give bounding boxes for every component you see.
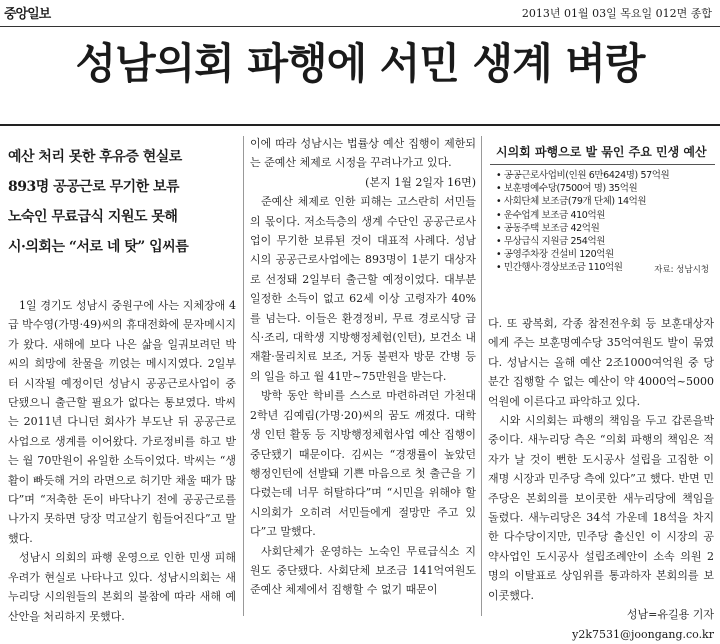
subhead: 893명 공공근로 무기한 보류	[8, 179, 180, 195]
infobox-source: 자료: 성남시청	[654, 264, 709, 275]
paragraph: 준예산 체제로 인한 피해는 고스란히 서민들의 몫이다. 저소득층의 생계 수단인 공공근로사업이 무기한 보류된 것이 대표적 사례다. 성남시의 공공근로사업에는 893명이 1분기 대상자로 선정돼 2일부터 출근할 예정이었다. 대부분 일정한 소득이 없고 62세 이상 고령자가 40%를 넘는다. 이들은 환경정비, 무료 경로식당 급식·조리, 대학생 지방행정체험(인턴), 보건소 내 재활·물리치료 보조, 거동 불편자 방문 간병 등의 일을 하고 월 41만~75만원을 받는다.	[250, 195, 476, 383]
infobox-item: • 보훈명예수당(7500여 명) 35억원	[496, 182, 715, 195]
newspaper-logo: 중앙일보	[4, 7, 51, 22]
paragraph: 1일 경기도 성남시 중원구에 사는 지체장애 4급 박수영(가명·49)씨의 휴대전화에 문자메시지가 왔다. 새해에 보다 나은 삶을 일궈보려던 박씨의 희망에 찬물을 끼얹는 메시지였다. 2일부터 시작될 예정이던 성남시 공공근로사업이 중단됐으니 출근할 필요가 없다는 통보였다. 박씨는 2011년 다니던 회사가 부도난 뒤 공공근로사업으로 생계를 이어왔다. 가로정비를 하고 받는 월 70만원이 유일한 소득이었다. 박씨는 “생활이 빠듯해 거의 라면으로 허기만 채울 때가 많다”며 “저축한 돈이 바닥나기 전에 공공근로를 나가지 못하면 당장 먹고살기 힘들어진다”고 말했다.	[8, 299, 236, 545]
masthead	[0, 0, 720, 26]
reference-note: (본지 1월 2일자 16면)	[365, 175, 476, 189]
paragraph: 사회단체가 운영하는 노숙인 무료급식소 지원도 중단됐다. 사회단체 보조금 141억여원도 준예산 체제에서 집행할 수 없기 때문이	[250, 544, 476, 597]
paragraph: 방학 동안 학비를 스스로 마련하려던 가천대 2학년 김예림(가명·20)씨의 꿈도 깨졌다. 대학생 인턴 활동 등 지방행정체험사업 예산 집행이 중단됐기 때문이다. 김씨는 “경쟁률이 높았던 행정인턴에 선발돼 기쁜 마음으로 첫 출근을 기다렸는데 너무 허탈하다”며 “시민을 위해야 할 시의회가 오히려 서민들에게 절망만 주고 있다”고 말했다.	[250, 389, 476, 539]
subhead: 예산 처리 못한 후유증 현실로	[8, 149, 182, 165]
infobox-item: • 사회단체 보조금(79개 단체) 14억원	[496, 195, 715, 208]
column-divider	[243, 136, 244, 616]
infobox-item: • 공영주차장 건설비 120억원	[496, 248, 715, 261]
paragraph: 성남시 의회의 파행 운영으로 인한 민생 피해 우려가 현실로 나타나고 있다. 성남시의회는 새누리당 시의원들의 본회의 불참에 따라 새해 예산안을 처리하지 못했다.	[8, 551, 236, 623]
byline: 성남=유길용 기자 y2k7531@joongang.co.kr	[572, 608, 714, 641]
infobox-title: 시의회 파행으로 발 묶인 주요 민생 예산	[496, 145, 707, 159]
article-column-3	[488, 314, 714, 644]
infobox-item: • 민간행사·경상보조금 110억원	[496, 261, 715, 274]
paragraph: 다. 또 광복회, 각종 참전전우회 등 보훈대상자에게 주는 보훈명예수당 35억여원도 발이 묶였다. 성남시는 올해 예산 2조1000여억원 중 당분간 집행할 수 없는 예산이 약 4000억~5000억원에 이른다고 파악하고 있다.	[488, 317, 714, 408]
infobox-rule	[490, 164, 715, 165]
subhead: 노숙인 무료급식 지원도 못해	[8, 209, 178, 225]
infobox-item: • 공동주택 보조금 42억원	[496, 222, 715, 235]
infobox-list	[490, 169, 715, 275]
headline: 성남의회 파행에 서민 생계 벼랑	[75, 39, 645, 88]
article-column-2	[250, 134, 476, 600]
subheads	[8, 142, 238, 262]
infobox-item: • 무상급식 지원금 254억원	[496, 235, 715, 248]
infobox-item: • 운수업계 보조금 410억원	[496, 209, 715, 222]
paragraph: 시와 시의회는 파행의 책임을 두고 갑론을박 중이다. 새누리당 측은 “의회 파행의 책임은 적자가 날 것이 뻔한 도시공사 설립을 고집한 이재명 시장과 민주당 측에 있다”고 했다. 반면 민주당은 본회의를 보이콧한 새누리당에 책임을 돌렸다. 새누리당은 34석 가운데 18석을 차지한 다수당이지만, 민주당 출신인 이 시장의 공약사업인 도시공사 설립조례안이 소속 의원 2명의 이탈표로 상임위를 통과하자 본회의를 보이콧했다.	[488, 414, 714, 602]
paragraph: 이에 따라 성남시는 법률상 예산 집행이 제한되는 준예산 체제로 시정을 꾸려나가고 있다.	[250, 137, 476, 170]
article-column-1	[8, 296, 236, 626]
infobox-item: • 공공근로사업비(인원 6만6424명) 57억원	[496, 169, 715, 182]
top-rule	[0, 26, 720, 27]
headline-rule	[0, 124, 720, 126]
budget-infobox	[490, 142, 715, 300]
column-divider	[481, 136, 482, 616]
dateline: 2013년 01월 03일 목요일 012면 종합	[521, 7, 712, 20]
subhead: 시·의회는 “서로 네 탓” 입씨름	[8, 239, 189, 255]
